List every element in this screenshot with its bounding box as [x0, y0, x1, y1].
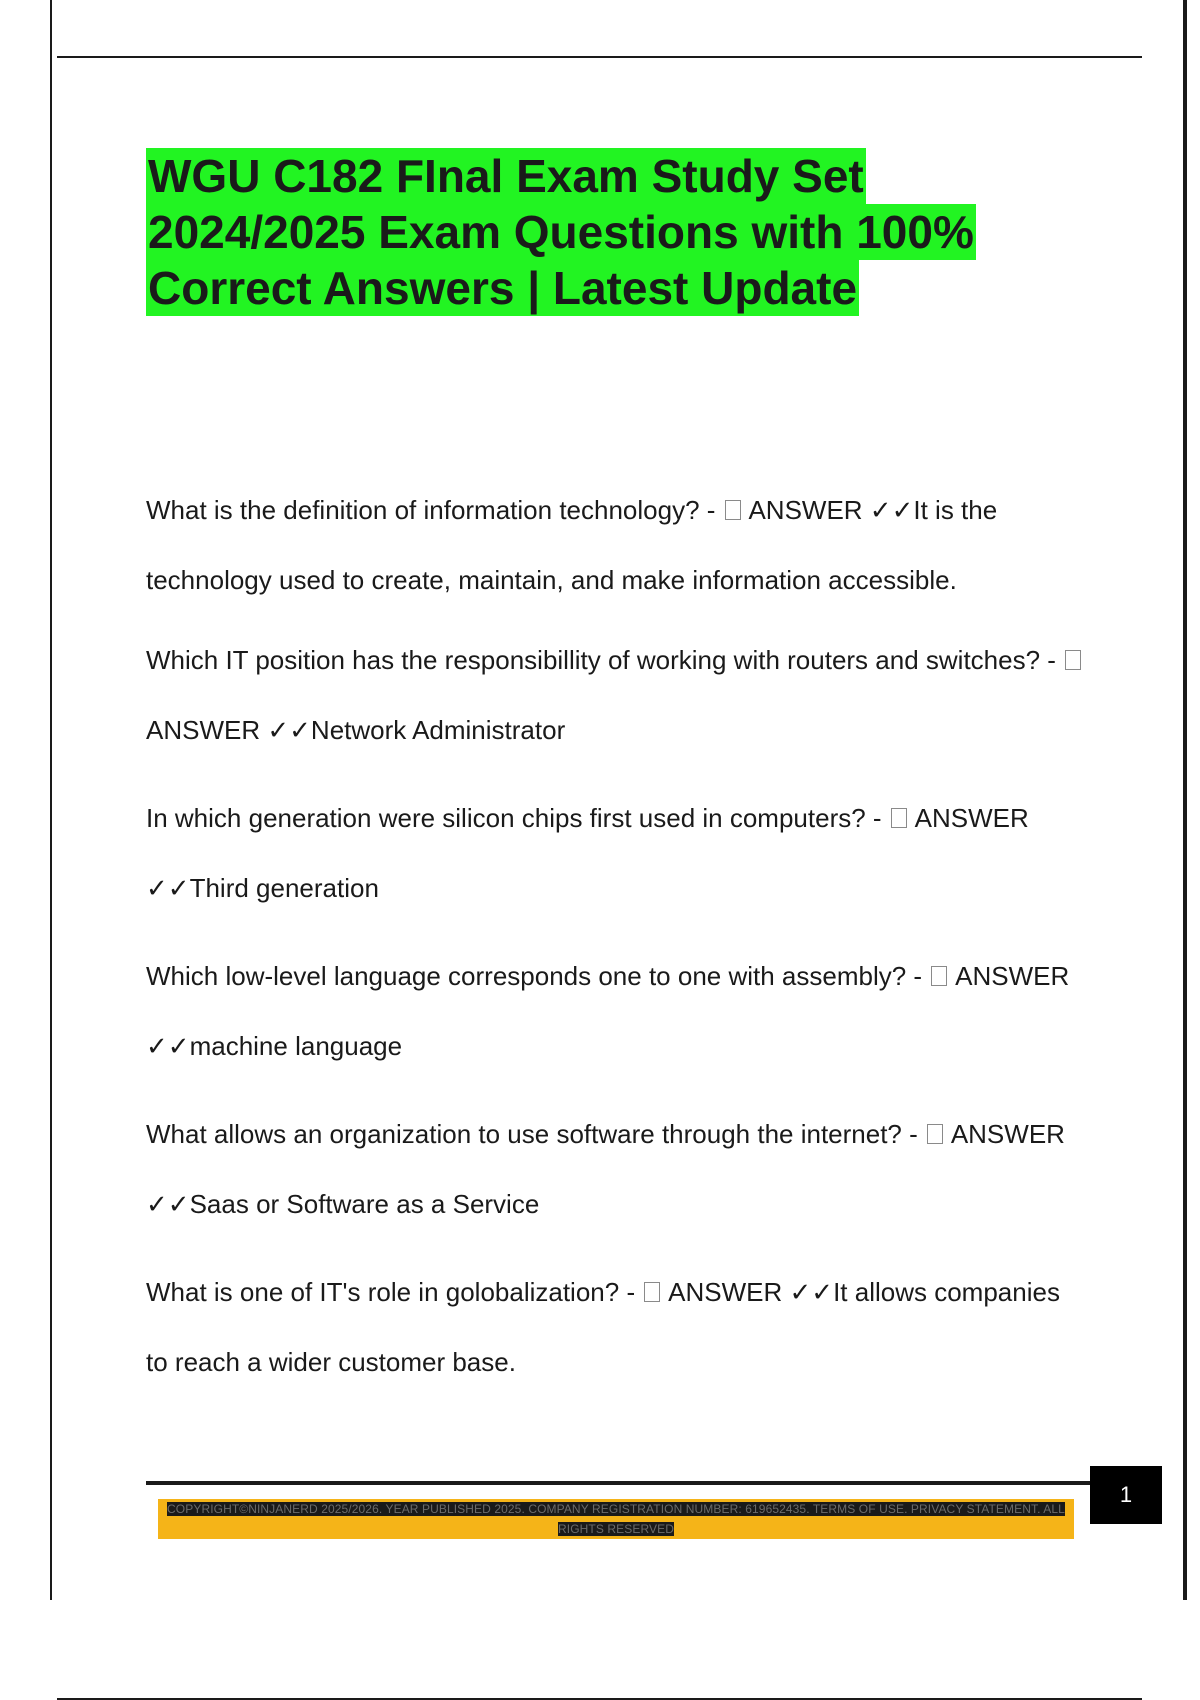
answer-text: machine language	[189, 1031, 403, 1061]
qa-item	[146, 1099, 1086, 1239]
page-number: 1	[1090, 1466, 1162, 1524]
answer-text: Saas or Software as a Service	[189, 1189, 540, 1219]
question-text: What allows an organization to use software through the internet? -	[146, 1119, 918, 1149]
checkbox-placeholder-icon	[1065, 650, 1081, 670]
checkbox-placeholder-icon	[891, 808, 907, 828]
qa-item	[146, 475, 1086, 615]
checkbox-placeholder-icon	[644, 1282, 660, 1302]
footer-divider	[146, 1481, 1091, 1485]
document-title	[146, 148, 1046, 316]
checkbox-placeholder-icon	[725, 500, 741, 520]
qa-item	[146, 941, 1086, 1081]
qa-list	[146, 475, 1086, 1397]
answer-marker: ANSWER ✓✓	[146, 961, 1070, 1061]
answer-text: Third generation	[189, 873, 379, 903]
qa-item	[146, 625, 1086, 765]
answer-marker: ANSWER ✓✓	[146, 1119, 1065, 1219]
qa-item	[146, 1257, 1086, 1397]
question-text: What is the definition of information technology? -	[146, 495, 716, 525]
question-text: In which generation were silicon chips first used in computers? -	[146, 803, 882, 833]
title-line-2: 2024/2025 Exam Questions with 100%	[148, 206, 974, 258]
answer-text: Network Administrator	[310, 715, 566, 745]
answer-marker: ANSWER ✓✓	[146, 803, 1029, 903]
question-text: Which low-level language corresponds one to one with assembly? -	[146, 961, 923, 991]
answer-marker: ANSWER ✓✓	[668, 1277, 834, 1307]
copyright-text: COPYRIGHT©NINJANERD 2025/2026. YEAR PUBLISHED 2025. COMPANY REGISTRATION NUMBER: 619652435. TERMS OF USE. PRIVACY STATEMENT. ALL RIGHTS RESERVED	[167, 1502, 1065, 1536]
answer-text: It is the technology used to create, maintain, and make information accessible.	[146, 495, 998, 595]
page-border-right	[1183, 0, 1187, 1600]
copyright-banner	[158, 1499, 1074, 1539]
answer-marker: ANSWER ✓✓	[748, 495, 914, 525]
checkbox-placeholder-icon	[931, 966, 947, 986]
title-line-3: Correct Answers | Latest Update	[148, 262, 858, 314]
answer-text: It allows companies to reach a wider customer base.	[146, 1277, 1060, 1377]
answer-marker: ANSWER ✓✓	[146, 715, 311, 745]
checkbox-placeholder-icon	[927, 1124, 943, 1144]
question-text: What is one of IT's role in golobalization? -	[146, 1277, 636, 1307]
question-text: Which IT position has the responsibillity of working with routers and switches? -	[146, 645, 1056, 675]
title-line-1: WGU C182 FInal Exam Study Set	[148, 150, 864, 202]
page-border-left	[50, 0, 52, 1600]
top-divider	[57, 56, 1142, 58]
qa-item	[146, 783, 1086, 923]
